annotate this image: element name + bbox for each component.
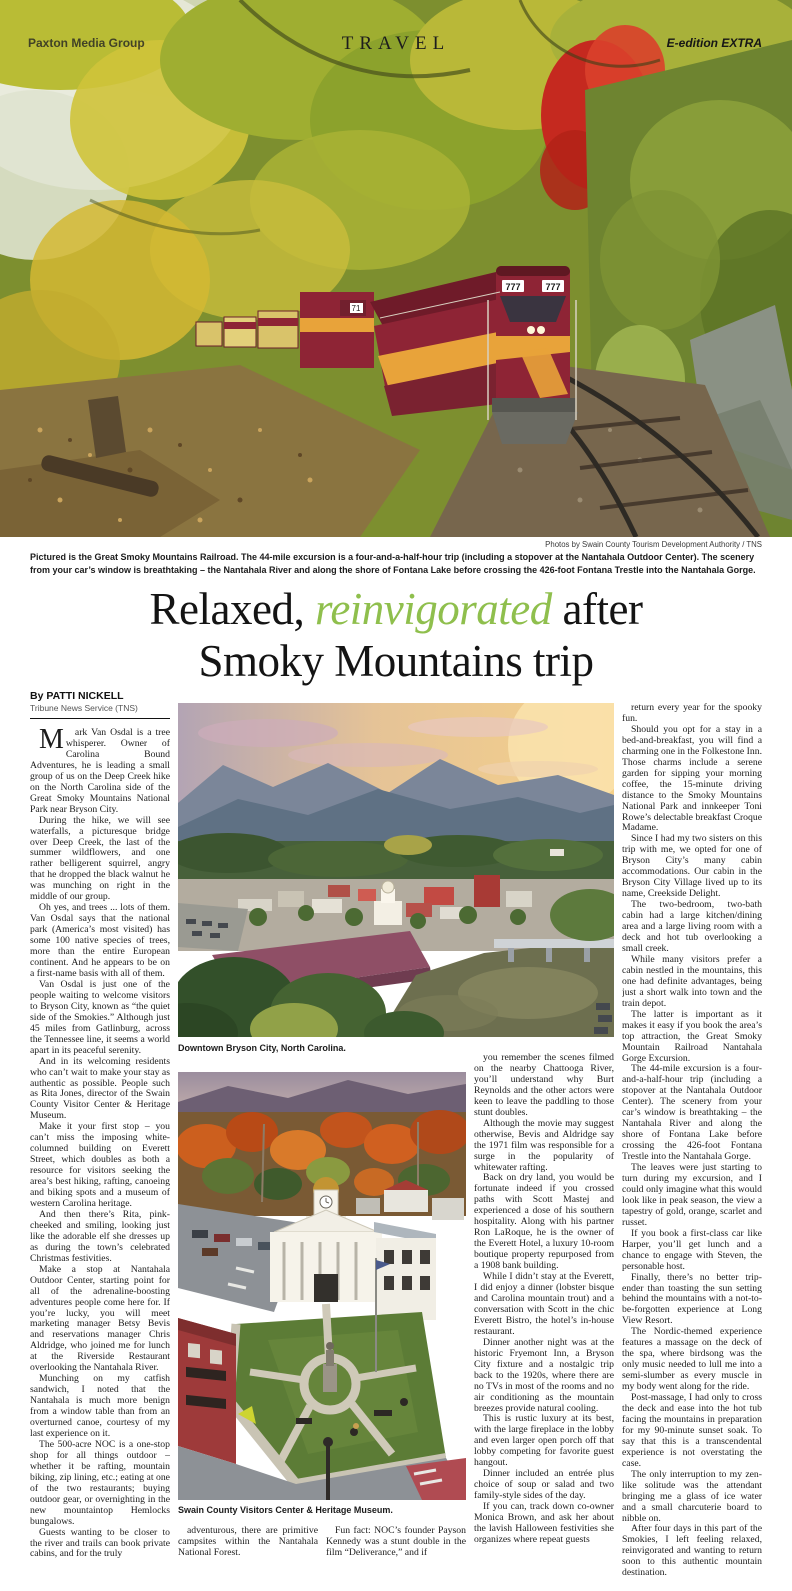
- paragraph: Post-massage, I had only to cross the deck and ease into the hot tub facing the mountains in preparation for my 90-minute sunset soak. To say that this is a transcendental experience is not overstating the case.: [622, 1392, 762, 1469]
- paragraph: The leaves were just starting to turn during my excursion, and I could only imagine what this would look like in peak season, the view a tapestry of gold, orange, scarlet and russet.: [622, 1162, 762, 1228]
- paragraph: Finally, there’s no better trip-ender than toasting the sun setting behind the mountains with a not-to-be-forgotten experience at Long View Resort.: [622, 1271, 762, 1327]
- byline: [30, 690, 170, 719]
- article-column-3: [326, 1526, 466, 1588]
- locomotive-2: [300, 292, 374, 368]
- headline-highlight: reinvigorated: [314, 584, 552, 634]
- byline-author: By PATTI NICKELL: [30, 690, 124, 702]
- paragraph: The 500-acre NOC is a one-stop shop for all things outdoor – whether it be rafting, mountain biking, zip lining, etc.; eating at one of the two restaurants; buying outdoor gear, or overnighting in the new mountaintop Hemlocks bungalows.: [30, 1438, 170, 1527]
- paragraph: Make it your first stop – you can’t miss the imposing white-columned building on Everett Street, which doubles as both a resource for visitors seeking the area’s best hiking, rafting, canoeing and biking spots and a museum of western Carolina heritage.: [30, 1121, 170, 1209]
- paragraph: Munching on my catfish sandwich, I noted that the Nantahala is much more benign from a window table than from an overturned canoe, courtesy of my last experience on it.: [30, 1373, 170, 1439]
- masthead: [0, 30, 792, 60]
- paragraph: Guests wanting to be closer to the river and trails can book private cabins, and for the truly: [30, 1526, 170, 1560]
- paragraph: return every year for the spooky fun.: [622, 703, 762, 724]
- byline-source: Tribune News Service (TNS): [30, 703, 138, 713]
- article-column-2: [178, 1526, 318, 1588]
- edition-label: E-edition EXTRA: [666, 36, 762, 50]
- headline-text: after: [551, 584, 643, 634]
- paragraph: Although the movie may suggest otherwise, Bevis and Aldridge say the 1971 film was responsible for a surge in the popularity of whitewater rafting.: [474, 1117, 614, 1173]
- byline-rule: [30, 718, 170, 719]
- paragraph-dropcap: [30, 728, 170, 816]
- paragraph: you remember the scenes filmed on the nearby Chattooga River, you’ll understand why Burt Reynolds and the other actors were keen to leave the paddling to those stunt doubles.: [474, 1053, 614, 1118]
- paragraph: While I didn’t stay at the Everett, I did enjoy a dinner (lobster bisque and Carolina mountain trout) and a conversation with Scott in the chic Everett Bistro, the hotel’s in-house restaurant.: [474, 1271, 614, 1337]
- headline-text: Relaxed,: [149, 584, 315, 634]
- paragraph: And then there’s Rita, pink-cheeked and smiling, looking just like the adorable elf she dresses up as during the town’s celebrated Christmas festivities.: [30, 1208, 170, 1264]
- headline-line-2: Smoky Mountains trip: [198, 636, 594, 686]
- svg-text:777: 777: [505, 282, 521, 292]
- paragraph: Oh yes, and trees ... lots of them. Van Osdal says that the national park (America’s most visited) has some 100 native species of trees, more than the entire European continent. And he appears to be on a first-name basis with all of them.: [30, 902, 170, 979]
- paragraph: While many visitors prefer a cabin nestled in the mountains, this one had definite advantages, being just a short walk into town and the train depot.: [622, 953, 762, 1009]
- train-photo-illustration: [0, 0, 792, 537]
- paragraph-text: ark Van Osdal is a tree whisperer. Owner of Carolina Bound Adventures, he is leading a small group of us on the Deep Creek hike on the North Carolina side of the Great Smoky Mountains National Park near Bryson City.: [30, 728, 170, 815]
- courthouse-caption: Swain County Visitors Center & Heritage Museum.: [178, 1505, 393, 1515]
- paragraph: This is rustic luxury at its best, with the large fireplace in the lobby and even larger open porch off that lobby competing for favorite guest hangout.: [474, 1413, 614, 1469]
- paragraph: After four days in this part of the Smokies, I left feeling relaxed, reinvigorated and wanting to return soon to this authentic mountain destination.: [622, 1523, 762, 1579]
- paragraph: Make a stop at Nantahala Outdoor Center, starting point for all of the adrenaline-boosting adventures people come here for. If you’re lucky, you will meet marketing manager Betsy Bevis and reservations manager Chris Aldridge, who joined me for lunch at the Riverside Restaurant overlooking the Nantahala River.: [30, 1263, 170, 1374]
- paragraph: The Nordic-themed experience features a massage on the deck of the spa, where birdsong was the only music needed to lull me into a semi-slumber as every muscle in my body went along for the ride.: [622, 1326, 762, 1393]
- paragraph: The two-bedroom, two-bath cabin had a large kitchen/dining area and a large living room with a deck and hot tub overlooking a small creek.: [622, 899, 762, 954]
- paragraph: Dinner included an entrée plus choice of soup or salad and two family-style sides of the day.: [474, 1468, 614, 1502]
- article-column-4: [474, 1053, 614, 1589]
- downtown-illustration: [178, 703, 614, 1037]
- courthouse-photo: [178, 1072, 466, 1500]
- paragraph: Van Osdal is just one of the people waiting to welcome visitors to Bryson City, known as “the quiet side of the Smokies.” Although just 45 miles from Gatlinburg, across the Tennessee line, it seems a world apart in its peaceful serenity.: [30, 978, 170, 1056]
- courthouse-illustration: [178, 1072, 466, 1500]
- paragraph: If you book a first-class car like Harper, you’ll get lunch and a chance to engage with Steven, the personable host.: [622, 1227, 762, 1272]
- publisher-label: Paxton Media Group: [28, 36, 145, 50]
- paragraph: The 44-mile excursion is a four-and-a-half-hour trip (including a stopover at the Nantahala Outdoor Center). The scenery from your car’s window is breathtaking – the Nantahala River and along the shore of Fontana Lake before crossing the 426-foot Fontana Trestle into the Nantahala Gorge.: [622, 1063, 762, 1163]
- section-title: TRAVEL: [341, 33, 451, 54]
- paragraph: The latter is important as it makes it easy if you book the area’s top attraction, the Great Smoky Mountain Railroad Nantahala Gorge Excursion.: [622, 1008, 762, 1064]
- article-column-1: [30, 728, 170, 1588]
- paragraph: Back on dry land, you would be fortunate indeed if you crossed paths with Scott Mastej and experienced a dose of his southern hospitality. Along with his partner Ron LaRoque, he is the owner of the Everett Hotel, a luxury 10-room boutique property repurposed from a 1908 bank building.: [474, 1172, 614, 1272]
- paragraph: adventurous, there are primitive campsites within the Nantahala National Forest.: [178, 1526, 318, 1558]
- downtown-photo: [178, 703, 614, 1037]
- drop-cap: M: [39, 728, 64, 755]
- paragraph: Should you opt for a stay in a bed-and-breakfast, you will find a charming one in the Folkestone Inn. Those charms include a serene garden for sipping your morning coffee, the 15-minute driving distance to the Smoky Mountains National Park and innkeeper Toni Rowe’s delectable breakfast Croque Madame.: [622, 723, 762, 834]
- paragraph: During the hike, we will see waterfalls, a picturesque bridge over Deep Creek, the last of the summer wildflowers, and one rather belligerent squirrel, angry that he dropped the black walnut he was munching on right in the middle of our group.: [30, 814, 170, 903]
- hero-train-photo: [0, 0, 792, 537]
- svg-text:71: 71: [351, 304, 361, 313]
- downtown-caption: Downtown Bryson City, North Carolina.: [178, 1043, 346, 1053]
- paragraph: Fun fact: NOC’s founder Payson Kennedy was a stunt double in the film “Deliverance,” and if: [326, 1526, 466, 1558]
- hero-caption: Pictured is the Great Smoky Mountains Railroad. The 44-mile excursion is a four-and-a-half-hour trip (including a stopover at the Nantahala Outdoor Center). The scenery from your car’s window is breathtaking – the Nantahala River and along the shore of Fontana Lake before crossing the 426-foot Fontana Trestle into the Nantahala Gorge.: [30, 552, 756, 575]
- photo-credit: Photos by Swain County Tourism Development Authority / TNS: [545, 540, 762, 549]
- svg-text:777: 777: [545, 282, 561, 292]
- paragraph: The only interruption to my zen-like solitude was the attendant bringing me a glass of ice water and a small charcuterie board to nibble on.: [622, 1468, 762, 1524]
- paragraph: If you can, track down co-owner Monica Brown, and ask her about the lavish Halloween festivities she organizes where repeat guests: [474, 1501, 614, 1545]
- headline-line-1: [0, 583, 792, 635]
- paragraph: And in its welcoming residents who can’t wait to make your stay as authentic as possible. People such as Rita Jones, director of the Swain County Visitor Center & Heritage Museum.: [30, 1055, 170, 1122]
- paragraph: Since I had my two sisters on this trip with me, we opted for one of Bryson City’s many cabin accommodations. Our cabin in the Bryson City Village lived up to its name, Creekside Delight.: [622, 833, 762, 900]
- article-column-5: [622, 703, 762, 1589]
- headline: [0, 583, 792, 687]
- paragraph: Dinner another night was at the historic Fryemont Inn, a Bryson City fixture and a nostalgic trip back to the 1920s, where there are no TVs in most of the rooms and no air conditioning as the mountain breezes provide natural cooling.: [474, 1336, 614, 1414]
